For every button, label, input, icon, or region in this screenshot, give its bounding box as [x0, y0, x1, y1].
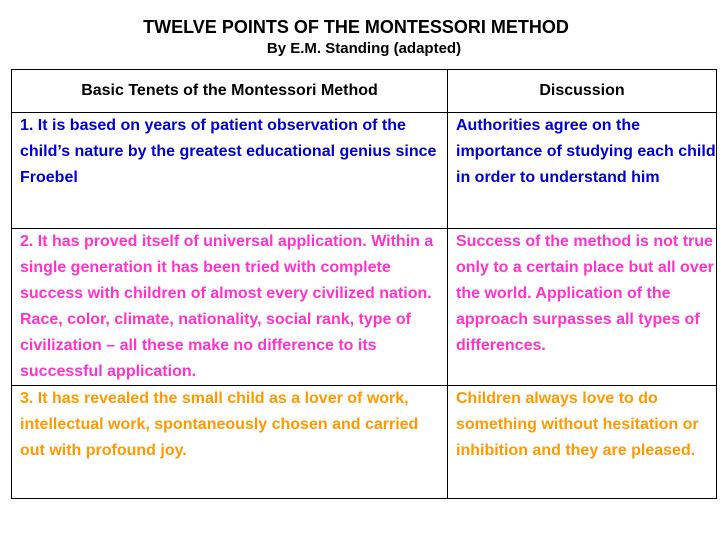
- tenet-cell: [12, 113, 448, 229]
- discussion-text: Children always love to do something without hesitation or inhibition and they are pleased.: [456, 390, 699, 459]
- tenets-table: [11, 69, 717, 499]
- page-subtitle: By E.M. Standing (adapted): [266, 40, 462, 57]
- table-row: [12, 229, 717, 386]
- tenet-cell: [12, 229, 448, 386]
- table-row: [12, 386, 717, 499]
- discussion-cell: [448, 386, 717, 499]
- discussion-cell: [448, 113, 717, 229]
- table-header-row: [12, 70, 717, 113]
- column-header-discussion: Discussion: [448, 70, 717, 113]
- discussion-text: Success of the method is not true only to a certain place but all over the world. Application of the approach surpasses all types of differences.: [456, 233, 714, 354]
- tenet-cell: [12, 386, 448, 499]
- tenet-text: 3. It has revealed the small child as a lover of work, intellectual work, spontaneously chosen and carried out with profound joy.: [20, 390, 419, 459]
- tenet-text: 1. It is based on years of patient observation of the child’s nature by the greatest educational genius since Froebel: [20, 117, 437, 186]
- column-header-tenets: Basic Tenets of the Montessori Method: [12, 70, 448, 113]
- page-title: TWELVE POINTS OF THE MONTESSORI METHOD: [143, 17, 569, 37]
- tenet-text: 2. It has proved itself of universal application. Within a single generation it has been tried with complete success with children of almost every civilized nation. Race, color, climate, nationality, social rank, type of civilization – all these make no difference to its successful application.: [20, 233, 434, 380]
- table-row: [12, 113, 717, 229]
- discussion-text: Authorities agree on the importance of studying each child in order to understand him: [456, 117, 716, 186]
- discussion-cell: [448, 229, 717, 386]
